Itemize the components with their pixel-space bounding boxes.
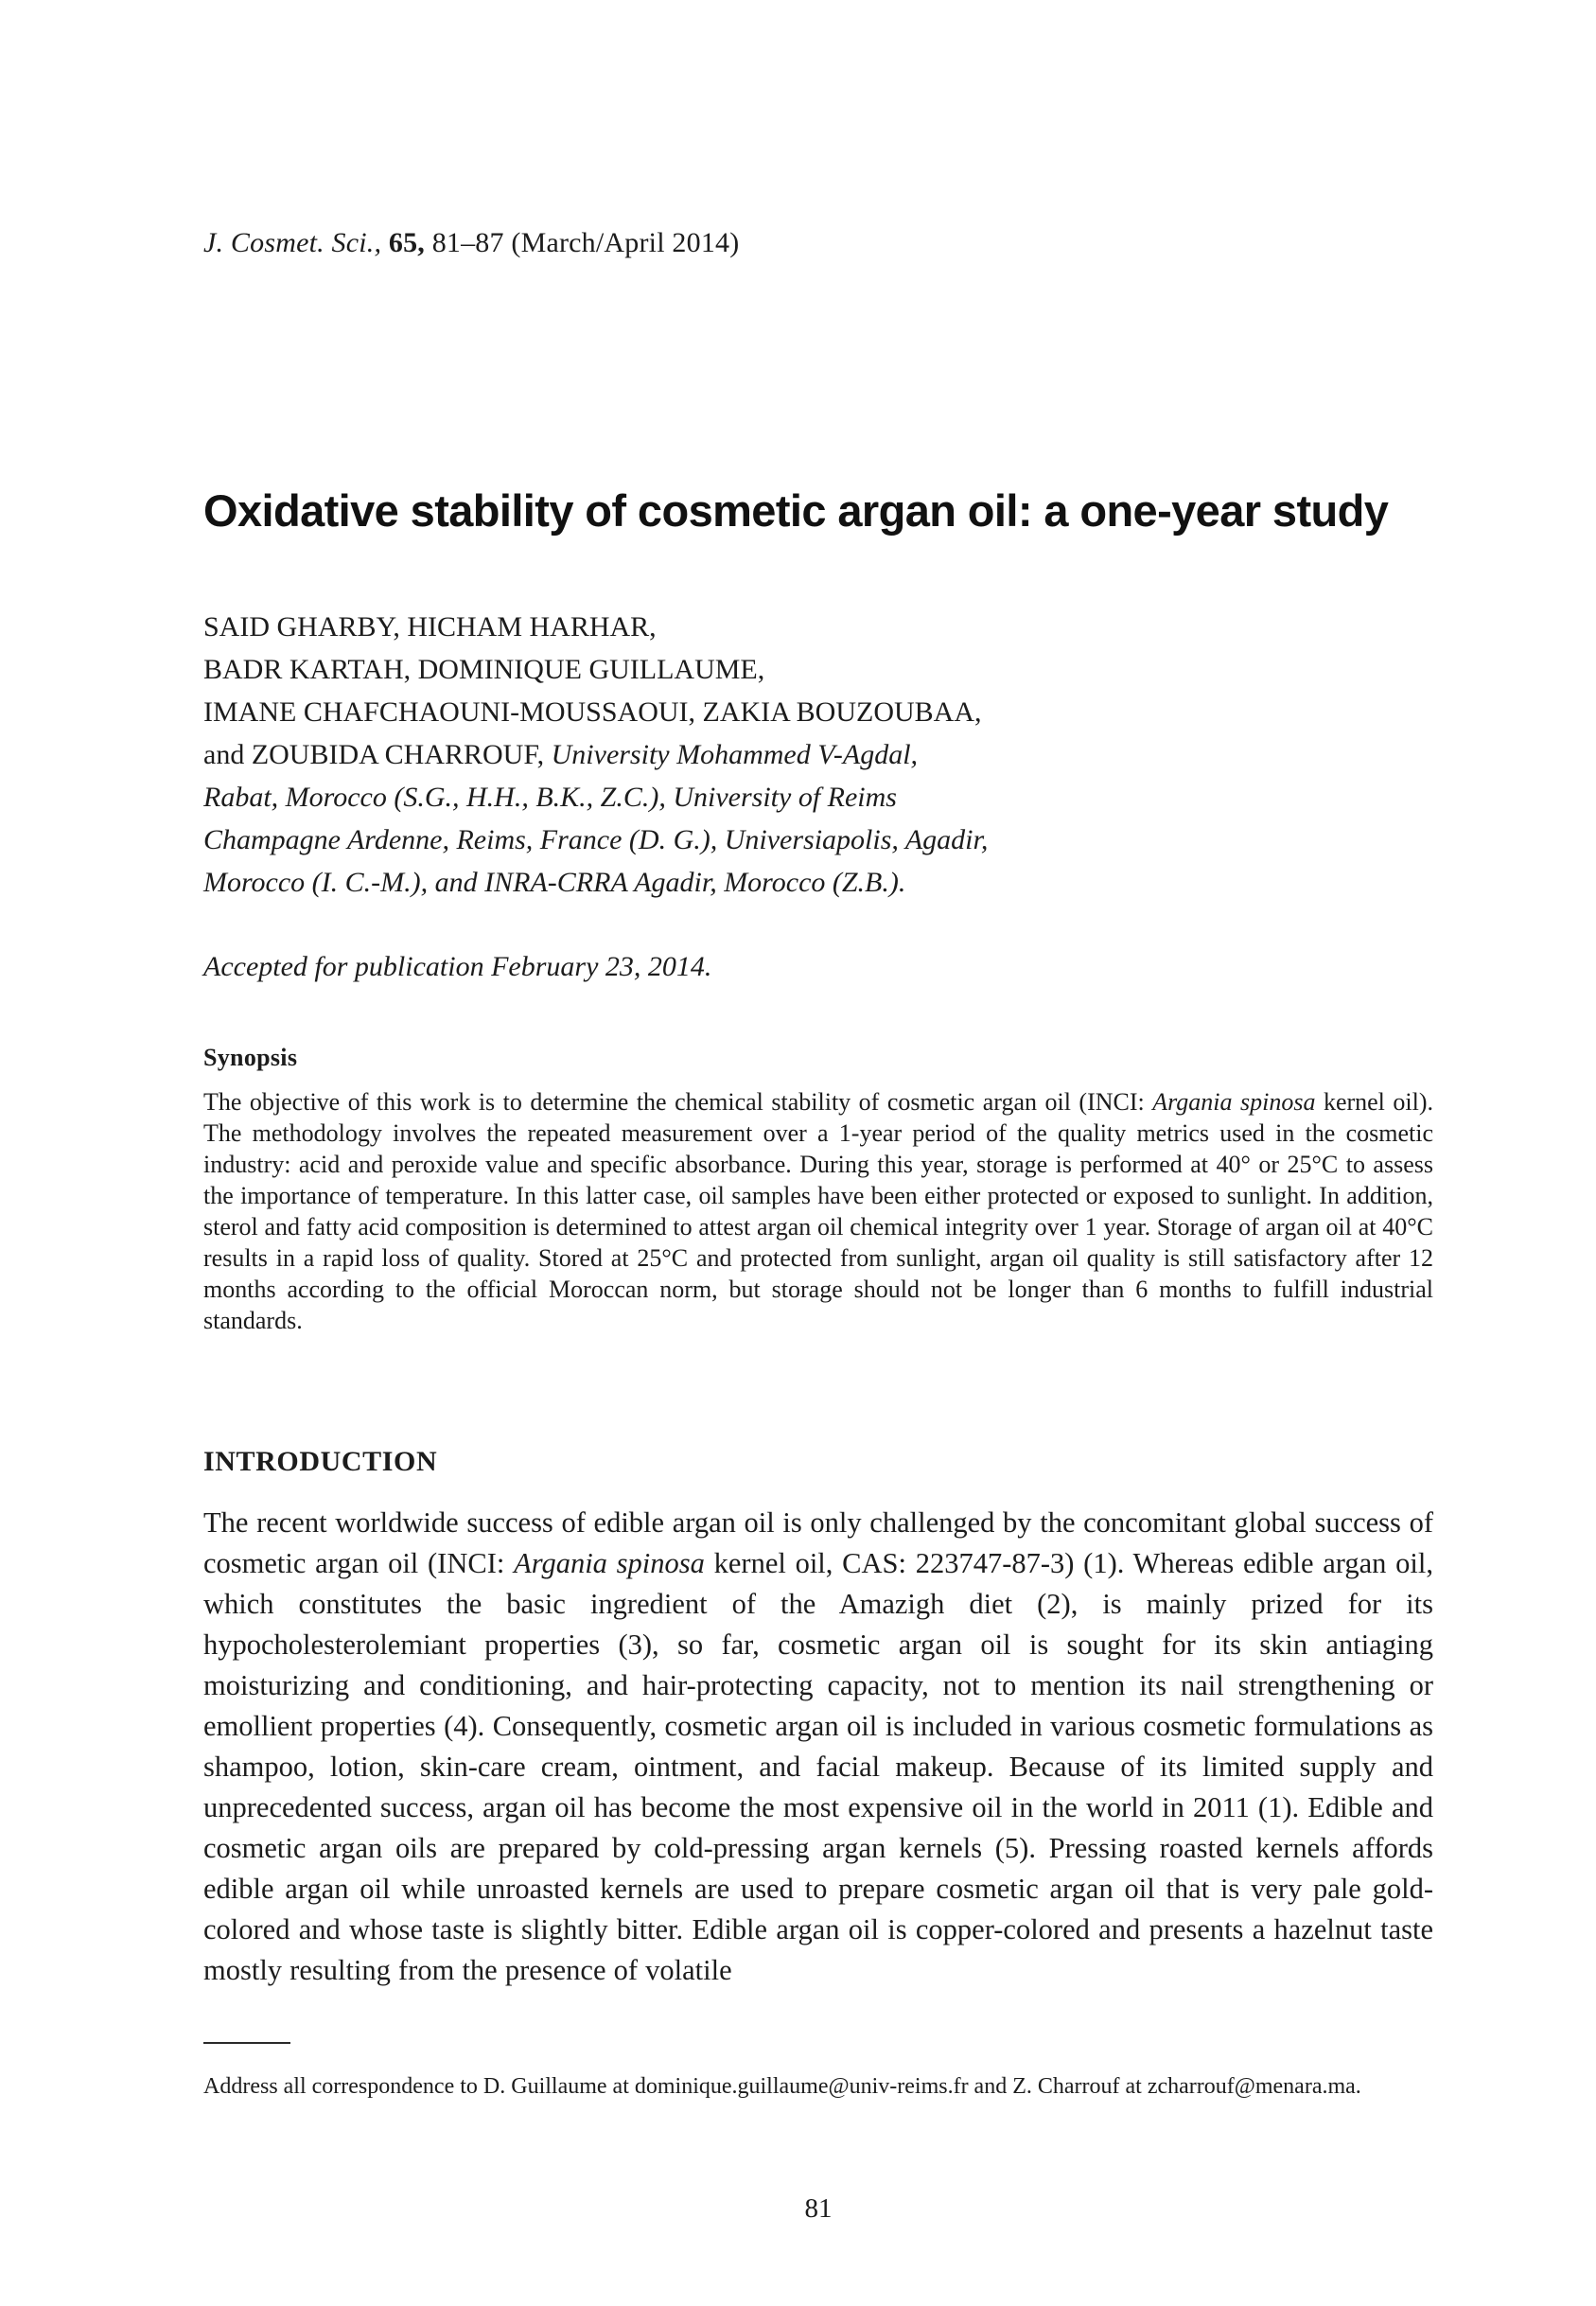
synopsis-text-part: kernel oil). The methodology involves the repeated measurement over a 1-year period of the quality metrics used in the cosmetic industry: acid and peroxide value and specific absorbance. During this year, storage is performed at 40° or 25°C to assess the importance of temperature. In this latter case, oil samples have been either protected or exposed to sunlight. In addition, sterol and fatty acid composition is determined to attest argan oil chemical integrity over 1 year. Storage of argan oil at 40°C results in a rapid loss of quality. Stored at 25°C and protected from sunlight, argan oil quality is still satisfactory after 12 months according to the official Moroccan norm, but storage should not be longer than 6 months to fulfill industrial standards. [203,1088,1434,1334]
author-name: and ZOUBIDA CHARROUF, [203,739,552,770]
affiliation-text: University Mohammed V-Agdal, [551,739,919,770]
author-line: IMANE CHAFCHAOUNI-MOUSSAOUI, ZAKIA BOUZOUBAA, [203,696,982,728]
footnote-divider-rule [203,2042,290,2044]
author-line: BADR KARTAH, DOMINIQUE GUILLAUME, [203,654,765,685]
synopsis-paragraph [203,1086,1433,1336]
species-name-italic: Argania spinosa [514,1547,705,1579]
affiliation-line: Champagne Ardenne, Reims, France (D. G.), Universiapolis, Agadir, [203,824,989,855]
author-line: SAID GHARBY, HICHAM HARHAR, [203,611,657,643]
journal-volume: 65, [388,227,425,258]
introduction-paragraph [203,1503,1433,1991]
page-number: 81 [804,2193,833,2224]
introduction-heading: INTRODUCTION [203,1446,438,1477]
author-affiliation-block [203,606,1433,904]
affiliation-line: Rabat, Morocco (S.G., H.H., B.K., Z.C.), University of Reims [203,782,897,813]
species-name-italic: Argania spinosa [1152,1088,1316,1116]
author-line [203,733,1433,776]
accepted-date-line: Accepted for publication February 23, 2014. [203,951,712,982]
journal-pages-date: 81–87 (March/April 2014) [431,227,740,258]
journal-name: J. Cosmet. Sci., [203,227,382,258]
introduction-text-part: kernel oil, CAS: 223747-87-3) (1). Whereas edible argan oil, which constitutes the basic ingredient of the Amazigh diet (2), is mainly prized for its hypocholesterolemiant properties (3), so far, cosmetic argan oil is sought for its skin antiaging moisturizing and conditioning, and hair-protecting capacity, not to mention its nail strengthening or emollient properties (4). Consequently, cosmetic argan oil is included in various cosmetic formulations as shampoo, lotion, skin-care cream, ointment, and facial makeup. Because of its limited supply and unprecedented success, argan oil has become the most expensive oil in the world in 2011 (1). Edible and cosmetic argan oils are prepared by cold-pressing argan kernels (5). Pressing roasted kernels affords edible argan oil while unroasted kernels are used to prepare cosmetic argan oil that is very pale gold-colored and whose taste is slightly bitter. Edible argan oil is copper-colored and presents a hazelnut taste mostly resulting from the presence of volatile [203,1547,1433,1986]
paper-title: Oxidative stability of cosmetic argan oil: a one-year study [203,485,1389,536]
affiliation-line: Morocco (I. C.-M.), and INRA-CRRA Agadir, Morocco (Z.B.). [203,867,906,898]
introduction-text-part: The recent worldwide success of edible argan oil is only challenged by the concomitant global success of cosmetic argan oil (INCI: [203,1506,1433,1579]
correspondence-footnote: Address all correspondence to D. Guillaume at dominique.guillaume@univ-reims.fr and Z. Charrouf at zcharrouf@menara.ma. [203,2074,1361,2099]
synopsis-heading: Synopsis [203,1044,298,1071]
journal-header-line [203,227,1433,259]
synopsis-text-part: The objective of this work is to determine the chemical stability of cosmetic argan oil (INCI: [203,1088,1153,1116]
